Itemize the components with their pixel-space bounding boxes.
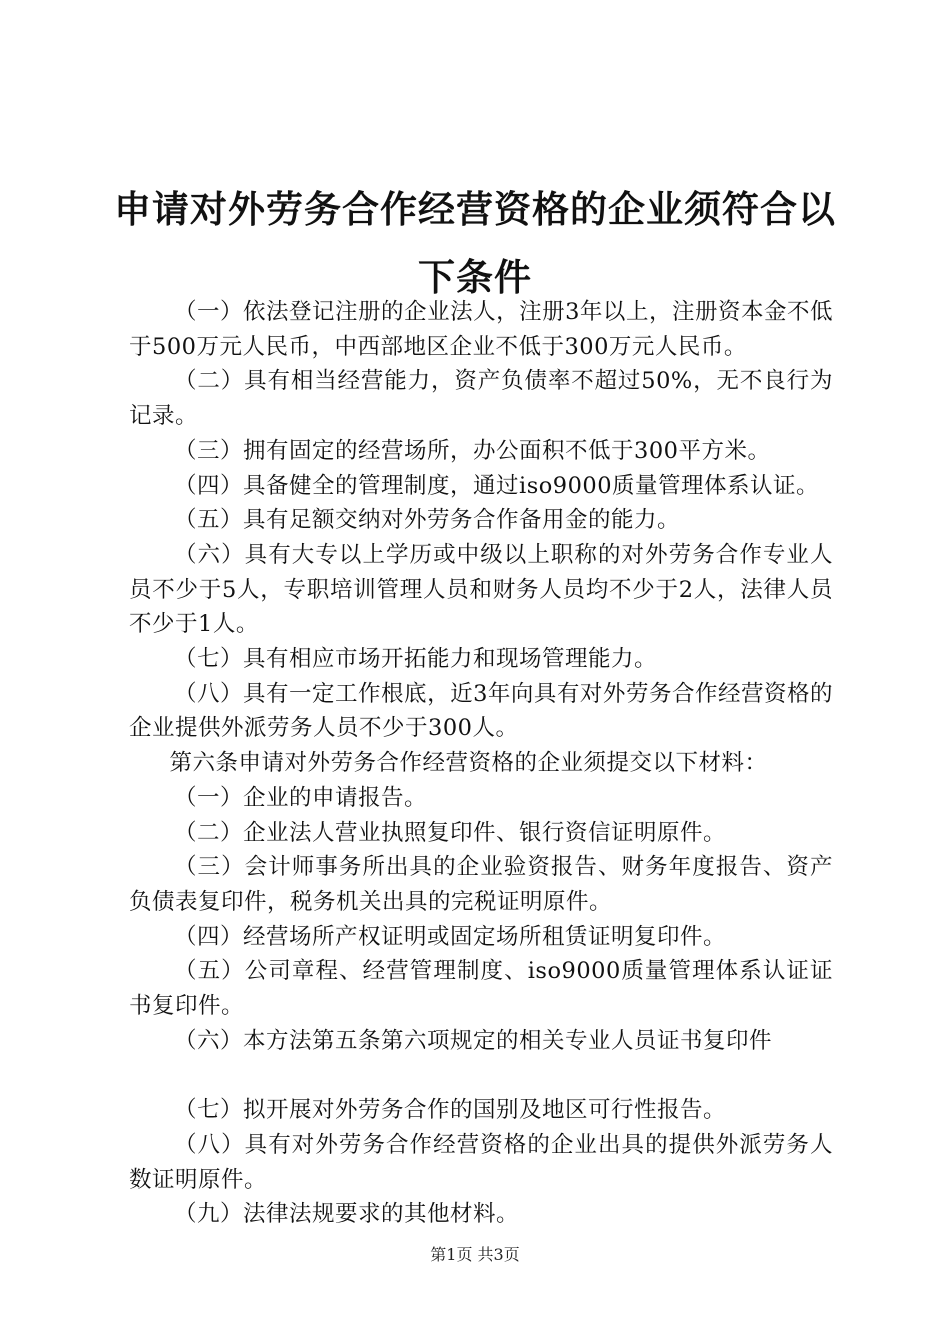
page-footer: 第1页 共3页: [430, 1245, 520, 1264]
blank-line: [129, 1058, 833, 1093]
document-body: [129, 295, 833, 1232]
paragraph: （二）具有相当经营能力，资产负债率不超过50%，无不良行为记录。: [129, 368, 833, 430]
paragraph: （八）具有对外劳务合作经营资格的企业出具的提供外派劳务人数证明原件。: [129, 1131, 833, 1193]
paragraph: （七）拟开展对外劳务合作的国别及地区可行性报告。: [174, 1097, 727, 1124]
paragraph: （三）会计师事务所出具的企业验资报告、财务年度报告、资产负债表复印件，税务机关出具的完税证明原件。: [129, 854, 833, 915]
paragraph: （五）具有足额交纳对外劳务合作备用金的能力。: [174, 507, 681, 534]
paragraph: （一）企业的申请报告。: [174, 784, 428, 811]
paragraph: （三）拥有固定的经营场所，办公面积不低于300平方米。: [174, 437, 771, 464]
paragraph: （六）本方法第五条第六项规定的相关专业人员证书复印件: [174, 1027, 773, 1054]
section-heading: 第六条申请对外劳务合作经营资格的企业须提交以下材料：: [169, 750, 768, 777]
paragraph: （六）具有大专以上学历或中级以上职称的对外劳务合作专业人员不少于5人，专职培训管理人员和财务人员均不少于2人，法律人员不少于1人。: [129, 541, 833, 638]
paragraph: （四）经营场所产权证明或固定场所租赁证明复印件。: [174, 923, 727, 950]
paragraph: （四）具备健全的管理制度，通过iso9000质量管理体系认证。: [174, 472, 820, 499]
paragraph: （一）依法登记注册的企业法人，注册3年以上，注册资本金不低于500万元人民币，中西部地区企业不低于300万元人民币。: [129, 299, 833, 360]
paragraph: （七）具有相应市场开拓能力和现场管理能力。: [174, 646, 658, 673]
document-title: 申请对外劳务合作经营资格的企业须符合以下条件: [114, 188, 836, 299]
paragraph: （八）具有一定工作根底，近3年向具有对外劳务合作经营资格的企业提供外派劳务人员不少于300人。: [129, 680, 833, 742]
paragraph: （九）法律法规要求的其他材料。: [174, 1201, 520, 1228]
paragraph: （二）企业法人营业执照复印件、银行资信证明原件。: [174, 819, 727, 846]
paragraph: （五）公司章程、经营管理制度、iso9000质量管理体系认证证书复印件。: [129, 958, 833, 1020]
